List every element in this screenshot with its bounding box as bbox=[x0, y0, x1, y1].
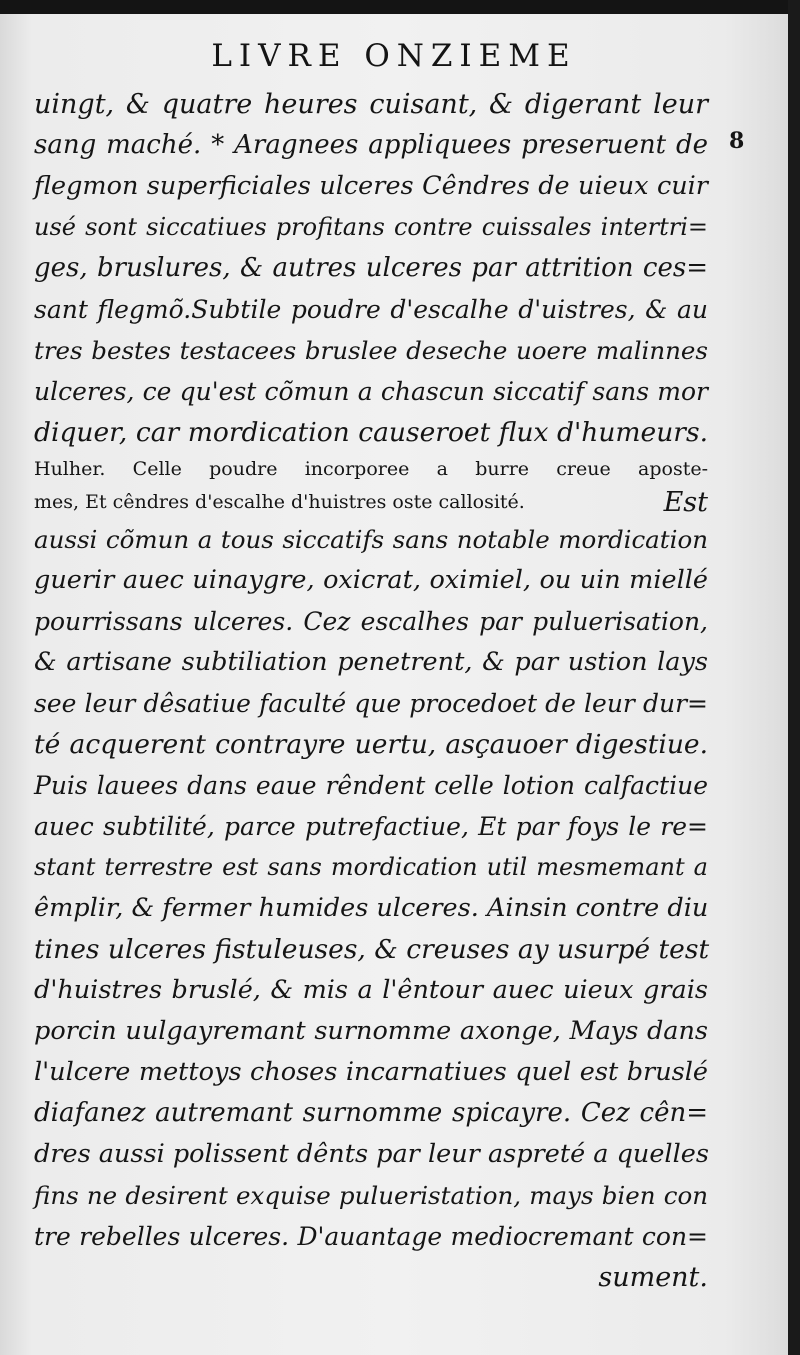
text-line: sang maché. * Aragnees appliquees preseruent de bbox=[34, 130, 708, 160]
text-line: & artisane subtiliation penetrent, & par ustion lays bbox=[34, 647, 708, 677]
body-text bbox=[34, 84, 708, 1298]
text-line: tines ulceres fistuleuses, & creuses ay usurpé test bbox=[34, 934, 710, 965]
text-line: aussi cõmun a tous siccatifs sans notable mordication bbox=[34, 525, 708, 554]
continued-word: Est bbox=[663, 487, 708, 518]
text-line: dres aussi polissent dênts par leur aspreté a quelles bbox=[34, 1139, 709, 1169]
text-line: tre rebelles ulceres. D'auantage mediocremant con= bbox=[34, 1222, 708, 1251]
text-line: fins ne desirent exquise pulueristation, mays bien con bbox=[34, 1181, 708, 1210]
text-line: tres bestes testacees bruslee deseche uoere malinnes bbox=[34, 336, 708, 365]
text-line: porcin uulgayremant surnomme axonge, Mays dans bbox=[34, 1016, 708, 1046]
text-line: usé sont siccatiues profitans contre cuissales intertri= bbox=[34, 213, 708, 241]
text-line: uingt, & quatre heures cuisant, & digerant leur bbox=[34, 89, 708, 120]
scan-right-border bbox=[788, 0, 800, 1355]
text-line: pourrissans ulceres. Cez escalhes par puluerisation, bbox=[34, 607, 708, 636]
text-line: stant terrestre est sans mordication util mesmemant a bbox=[34, 853, 708, 881]
margin-mark: 8 bbox=[729, 128, 745, 154]
text-line: guerir auec uinaygre, oxicrat, oximiel, ou uin miellé bbox=[34, 565, 708, 595]
running-head: LIVRE ONZIEME bbox=[211, 38, 577, 74]
text-line: auec subtilité, parce putrefactiue, Et par foys le re= bbox=[34, 812, 708, 841]
scan-top-border bbox=[0, 0, 800, 14]
text-line: té acquerent contrayre uertu, asçauoer digestiue. bbox=[34, 729, 708, 760]
text-line: l'ulcere mettoys choses incarnatiues quel est bruslé bbox=[34, 1057, 708, 1087]
text-line: diafanez autremant surnomme spicayre. Cez cên= bbox=[34, 1098, 708, 1128]
text-line: êmplir, & fermer humides ulceres. Ainsin contre diu bbox=[34, 893, 709, 923]
text-line: ulceres, ce qu'est cõmun a chascun siccatif sans mor bbox=[34, 377, 708, 406]
text-line: see leur dêsatiue faculté que procedoet de leur dur= bbox=[34, 689, 708, 718]
inserted-note-line bbox=[34, 486, 708, 519]
text-line: Puis lauees dans eaue rêndent celle lotion calfactiue bbox=[34, 771, 708, 800]
text-line: flegmon superficiales ulceres Cêndres de uieux cuir bbox=[34, 171, 708, 201]
text-line: sant flegmõ.Subtile poudre d'escalhe d'uistres, & au bbox=[34, 295, 708, 324]
inserted-note-line: Hulher. Celle poudre incorporee a burre creue aposte- bbox=[34, 458, 708, 480]
inserted-note-text: mes, Et cêndres d'escalhe d'huistres oste callosité. bbox=[34, 491, 525, 513]
text-line: diquer, car mordication causeroet flux d'humeurs. bbox=[34, 417, 708, 448]
catchword: sument. bbox=[598, 1262, 708, 1293]
text-line: ges, bruslures, & autres ulceres par attrition ces= bbox=[34, 253, 708, 283]
text-line: d'huistres bruslé, & mis a l'êntour auec uieux grais bbox=[34, 975, 708, 1005]
